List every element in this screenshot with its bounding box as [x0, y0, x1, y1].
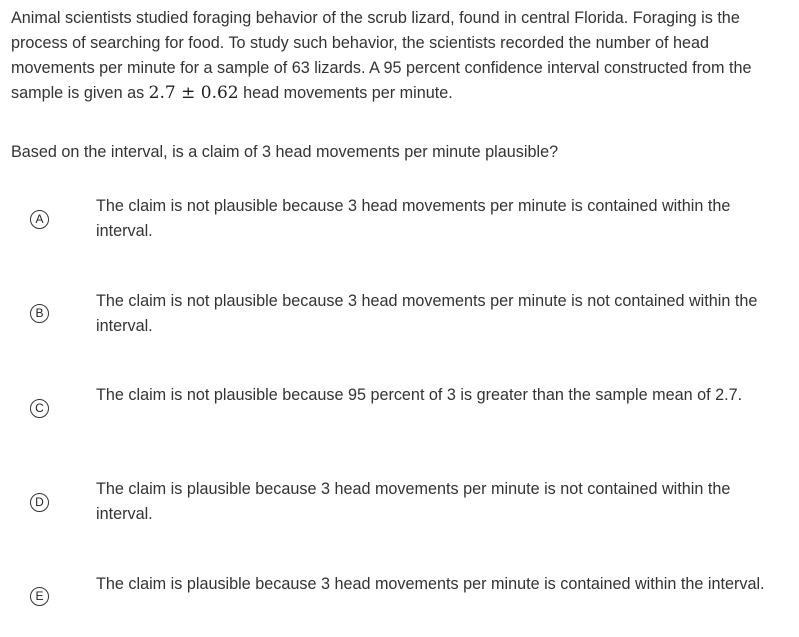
- stem-text-end: head movements per minute.: [238, 84, 453, 102]
- choice-text: The claim is not plausible because 3 head movements per minute is contained within the interval.: [96, 197, 731, 240]
- choice-text: The claim is not plausible because 3 head movements per minute is not contained within the interval.: [96, 292, 758, 335]
- choice-letter-badge[interactable]: C: [30, 399, 49, 418]
- question-stem: [11, 6, 793, 106]
- choice-letter-badge[interactable]: A: [30, 210, 49, 229]
- choice-text: The claim is not plausible because 95 percent of 3 is greater than the sample mean of 2.7.: [96, 386, 743, 404]
- stem-text: Animal scientists studied foraging behavior of the scrub lizard, found in central Florida. Foraging is the process of searching for food. To study such behavior, the scientists recorded the number of head movements per minute for a sample of 63 lizards. A 95 percent confidence interval constructed from the sample is given as: [11, 9, 752, 102]
- choice-letter-badge[interactable]: E: [30, 587, 49, 606]
- choice-letter-badge[interactable]: D: [30, 493, 49, 512]
- choice-text: The claim is plausible because 3 head movements per minute is contained within the interval.: [96, 575, 765, 593]
- question-prompt: Based on the interval, is a claim of 3 head movements per minute plausible?: [11, 143, 559, 161]
- choice-text: The claim is plausible because 3 head movements per minute is not contained within the interval.: [96, 480, 731, 523]
- choice-letter-badge[interactable]: B: [30, 304, 49, 323]
- confidence-interval-expression: 2.7 ± 0.62: [148, 83, 239, 103]
